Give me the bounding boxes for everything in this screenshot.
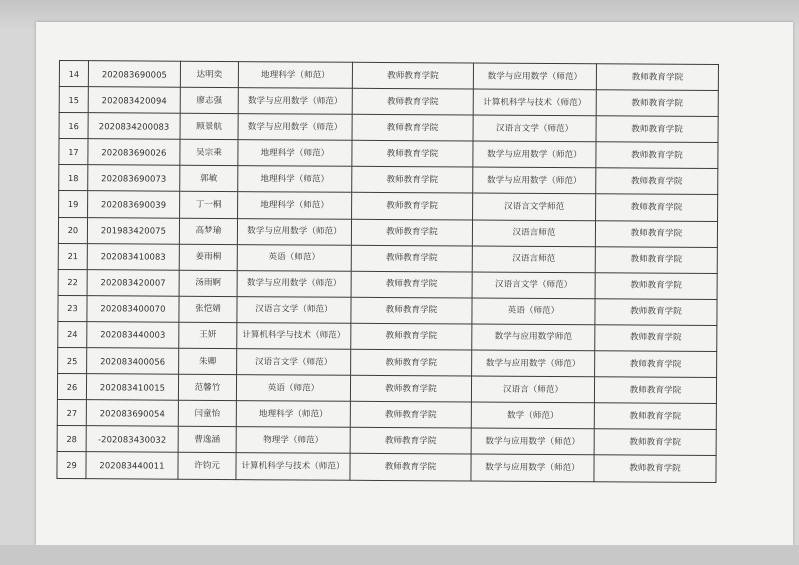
original-college: 教师教育学院 (352, 114, 473, 141)
table-row (58, 295, 717, 325)
student-transfer-table (56, 60, 719, 483)
target-major: 数学与应用数学（师范） (473, 63, 596, 90)
row-number: 23 (58, 295, 87, 321)
original-major: 地理科学（师范） (238, 192, 352, 219)
table-row (57, 426, 716, 456)
row-number: 16 (59, 113, 88, 139)
table-row (58, 321, 717, 351)
student-name: 范馨竹 (178, 374, 236, 400)
target-college: 教师教育学院 (594, 403, 716, 430)
table-row (59, 61, 718, 91)
table-row (59, 139, 718, 169)
target-college: 教师教育学院 (594, 455, 716, 482)
target-major: 计算机科学与技术（师范） (473, 89, 596, 116)
original-major: 数学与应用数学（师范） (238, 114, 352, 141)
original-major: 数学与应用数学（师范） (237, 270, 351, 297)
target-college: 教师教育学院 (594, 429, 716, 456)
scan-bottom-edge (0, 545, 799, 565)
original-major: 汉语言文学（师范） (237, 296, 351, 323)
target-major: 汉语言（师范） (471, 376, 594, 403)
target-college: 教师教育学院 (595, 273, 717, 300)
original-college: 教师教育学院 (350, 454, 471, 481)
table-row (59, 165, 718, 195)
student-name: 曹逸涵 (178, 427, 236, 453)
target-major: 汉语言文学（师范） (472, 272, 595, 299)
row-number: 15 (59, 87, 88, 113)
student-name: 郭敏 (180, 166, 238, 192)
target-college: 教师教育学院 (596, 90, 718, 117)
original-college: 教师教育学院 (350, 428, 471, 455)
student-name: 顾景航 (180, 113, 238, 139)
row-number: 26 (57, 374, 86, 400)
target-major: 数学与应用数学（师范） (471, 428, 594, 455)
target-college: 教师教育学院 (596, 116, 718, 143)
original-college: 教师教育学院 (351, 349, 472, 376)
table-row (59, 191, 718, 221)
student-name: 许钧元 (178, 453, 236, 479)
original-major: 物理学（师范） (236, 427, 350, 454)
original-major: 地理科学（师范） (238, 166, 352, 193)
target-college: 教师教育学院 (595, 299, 717, 326)
student-id: 202083440011 (86, 452, 178, 479)
table-row (58, 269, 717, 299)
target-major: 汉语言文学师范 (473, 193, 596, 220)
table-row (59, 113, 718, 143)
original-college: 教师教育学院 (351, 297, 472, 324)
row-number: 19 (59, 191, 88, 217)
student-id: 202083690073 (88, 165, 180, 192)
row-number: 18 (59, 165, 88, 191)
original-major: 计算机科学与技术（师范） (236, 453, 350, 480)
target-college: 教师教育学院 (595, 325, 717, 352)
student-id: 202083420007 (87, 269, 179, 296)
original-major: 汉语言文学（师范） (237, 349, 351, 376)
table-row (58, 217, 717, 247)
table-row (58, 348, 717, 378)
table-body (57, 61, 719, 483)
student-id: 202083690054 (86, 400, 178, 427)
table-row (57, 452, 716, 482)
target-college: 教师教育学院 (594, 377, 716, 404)
target-college: 教师教育学院 (596, 194, 718, 221)
original-major: 英语（师范） (237, 244, 351, 271)
student-id: 202083400070 (87, 296, 179, 323)
target-major: 数学与应用数学（师范） (473, 141, 596, 168)
row-number: 21 (58, 243, 87, 269)
target-major: 数学与应用数学师范 (472, 324, 595, 351)
target-major: 汉语言师范 (472, 220, 595, 247)
table-row (57, 400, 716, 430)
target-college: 教师教育学院 (596, 64, 718, 91)
original-major: 计算机科学与技术（师范） (237, 323, 351, 350)
student-id: 202083400056 (87, 348, 179, 375)
row-number: 27 (57, 400, 86, 426)
student-id: 202083420094 (88, 87, 180, 114)
table-row (59, 87, 718, 117)
original-major: 英语（师范） (236, 375, 350, 402)
target-major: 数学与应用数学（师范） (471, 454, 594, 481)
student-id: -202083430032 (86, 426, 178, 453)
target-major: 汉语言师范 (472, 246, 595, 273)
target-major: 英语（师范） (472, 298, 595, 325)
student-id: 202083690005 (88, 61, 180, 88)
target-college: 教师教育学院 (596, 168, 718, 195)
original-college: 教师教育学院 (352, 88, 473, 115)
student-name: 吴宗乘 (180, 140, 238, 166)
row-number: 24 (58, 321, 87, 347)
student-name: 朱卿 (179, 348, 237, 374)
target-college: 教师教育学院 (596, 142, 718, 169)
row-number: 20 (58, 217, 87, 243)
row-number: 22 (58, 269, 87, 295)
student-name: 汤雨婀 (179, 270, 237, 296)
target-major: 数学与应用数学（师范） (472, 350, 595, 377)
student-id: 202083440003 (87, 322, 179, 349)
student-id: 202083690039 (88, 191, 180, 218)
target-major: 汉语言文学（师范） (473, 115, 596, 142)
original-major: 地理科学（师范） (238, 140, 352, 167)
student-id: 201983420075 (87, 217, 179, 244)
original-college: 教师教育学院 (352, 167, 473, 194)
row-number: 17 (59, 139, 88, 165)
original-major: 数学与应用数学（师范） (237, 218, 351, 245)
row-number: 25 (58, 348, 87, 374)
target-major: 数学与应用数学（师范） (473, 167, 596, 194)
target-college: 教师教育学院 (595, 351, 717, 378)
student-name: 达明奕 (180, 61, 238, 87)
original-major: 地理科学（师范） (236, 401, 350, 428)
original-major: 地理科学（师范） (238, 62, 352, 89)
student-name: 王妍 (179, 322, 237, 348)
table-row (57, 374, 716, 404)
original-college: 教师教育学院 (350, 402, 471, 429)
student-name: 廖志强 (180, 87, 238, 113)
original-college: 教师教育学院 (352, 62, 473, 89)
row-number: 29 (57, 452, 86, 478)
student-id: 2020834200083 (88, 113, 180, 140)
student-name: 丁一桐 (180, 192, 238, 218)
target-major: 数学（师范） (471, 402, 594, 429)
student-name: 姜雨桐 (179, 244, 237, 270)
student-name: 张恺婧 (179, 296, 237, 322)
target-college: 教师教育学院 (595, 220, 717, 247)
student-id: 202083410015 (86, 374, 178, 401)
original-college: 教师教育学院 (351, 219, 472, 246)
row-number: 14 (59, 61, 88, 87)
target-college: 教师教育学院 (595, 246, 717, 273)
student-id: 202083410083 (87, 243, 179, 270)
original-college: 教师教育学院 (352, 141, 473, 168)
original-college: 教师教育学院 (352, 193, 473, 220)
original-college: 教师教育学院 (351, 271, 472, 298)
table-row (58, 243, 717, 273)
original-college: 教师教育学院 (351, 245, 472, 272)
student-id: 202083690026 (88, 139, 180, 166)
student-name: 闫童怡 (178, 400, 236, 426)
original-college: 教师教育学院 (351, 323, 472, 350)
original-major: 数学与应用数学（师范） (238, 88, 352, 115)
student-name: 高梦瑜 (179, 218, 237, 244)
original-college: 教师教育学院 (350, 375, 471, 402)
row-number: 28 (57, 426, 86, 452)
